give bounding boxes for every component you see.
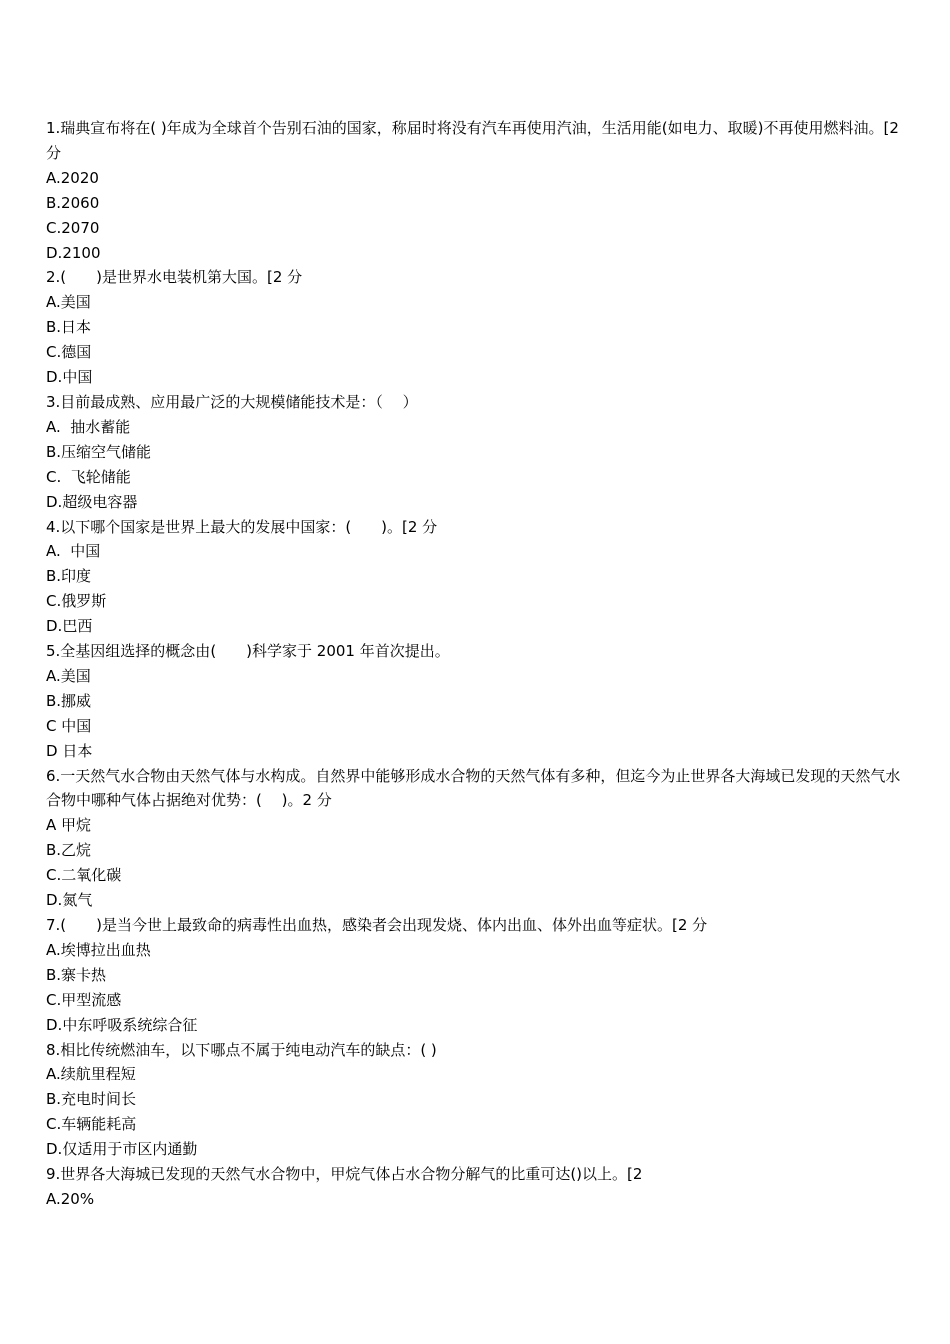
question-7-stem: 7.( )是当今世上最致命的病毒性出血热，感染者会出现发烧、体内出血、体外出血等症状。[2 分	[46, 916, 708, 934]
question-1-option-d: D.2100	[46, 243, 101, 262]
question-3-stem: 3.目前最成熟、应用最广泛的大规模储能技术是：（ ）	[46, 392, 418, 411]
question-4-option-c: C.俄罗斯	[46, 592, 107, 611]
question-5-option-c: C 中国	[46, 716, 92, 735]
question-1-option-c: C.2070	[46, 218, 100, 237]
question-7-option-a: A.埃博拉出血热	[46, 940, 151, 959]
question-7-option-c: C.甲型流感	[46, 990, 122, 1009]
question-1-stem: 1.瑞典宣布将在( )年成为全球首个告别石油的国家，称届时将没有汽车再使用汽油，生活用能(如电力、取暖)不再使用燃料油。[2 分	[46, 119, 904, 162]
question-5-option-a: A.美国	[46, 666, 91, 685]
question-4-option-d: D.巴西	[46, 617, 93, 636]
question-5-option-d: D 日本	[46, 741, 93, 760]
question-3-option-c: C. 飞轮储能	[46, 467, 131, 486]
question-7-option-d: D.中东呼吸系统综合征	[46, 1015, 198, 1034]
question-3-option-d: D.超级电容器	[46, 492, 138, 511]
question-6-option-c: C.二氧化碳	[46, 866, 122, 885]
question-5-stem: 5.全基因组选择的概念由( )科学家于 2001 年首次提出。	[46, 642, 450, 661]
question-9-option-a: A.20%	[46, 1189, 95, 1208]
question-6-option-d: D.氮气	[46, 891, 93, 910]
question-4-option-a: A. 中国	[46, 542, 101, 561]
question-8-option-c: C.车辆能耗高	[46, 1115, 137, 1134]
question-2-option-b: B.日本	[46, 318, 92, 337]
question-3-option-b: B.压缩空气储能	[46, 442, 152, 461]
question-3-option-a: A. 抽水蓄能	[46, 417, 131, 436]
question-9-stem: 9.世界各大海城已发现的天然气水合物中，甲烷气体占水合物分解气的比重可达()以上。[2	[46, 1165, 643, 1184]
question-4-stem: 4.以下哪个国家是世界上最大的发展中国家：( )。[2 分	[46, 517, 438, 536]
question-2-option-d: D.中国	[46, 368, 93, 387]
question-8-option-a: A.续航里程短	[46, 1065, 136, 1084]
question-5-option-b: B.挪威	[46, 691, 92, 710]
document-page	[46, 116, 908, 1212]
question-2-stem: 2.( )是世界水电装机第大国。[2 分	[46, 268, 303, 287]
question-8-option-b: B.充电时间长	[46, 1090, 137, 1109]
question-2-option-c: C.德国	[46, 343, 92, 362]
question-7-option-b: B.寨卡热	[46, 965, 107, 984]
question-8-option-d: D.仅适用于市区内通勤	[46, 1140, 198, 1159]
question-6-option-b: B.乙烷	[46, 841, 92, 860]
question-8-stem: 8.相比传统燃油车，以下哪点不属于纯电动汽车的缺点：( )	[46, 1040, 437, 1059]
question-1-option-b: B.2060	[46, 193, 100, 212]
question-2-option-a: A.美国	[46, 293, 91, 312]
question-1-option-a: A.2020	[46, 168, 99, 187]
question-6-option-a: A 甲烷	[46, 816, 92, 835]
question-6-stem: 6.一天然气水合物由天然气体与水构成。自然界中能够形成水合物的天然气体有多种，但迄今为止世界各大海域已发现的天然气水合物中哪种气体占据绝对优势：( )。2 分	[46, 766, 901, 810]
question-4-option-b: B.印度	[46, 567, 92, 586]
